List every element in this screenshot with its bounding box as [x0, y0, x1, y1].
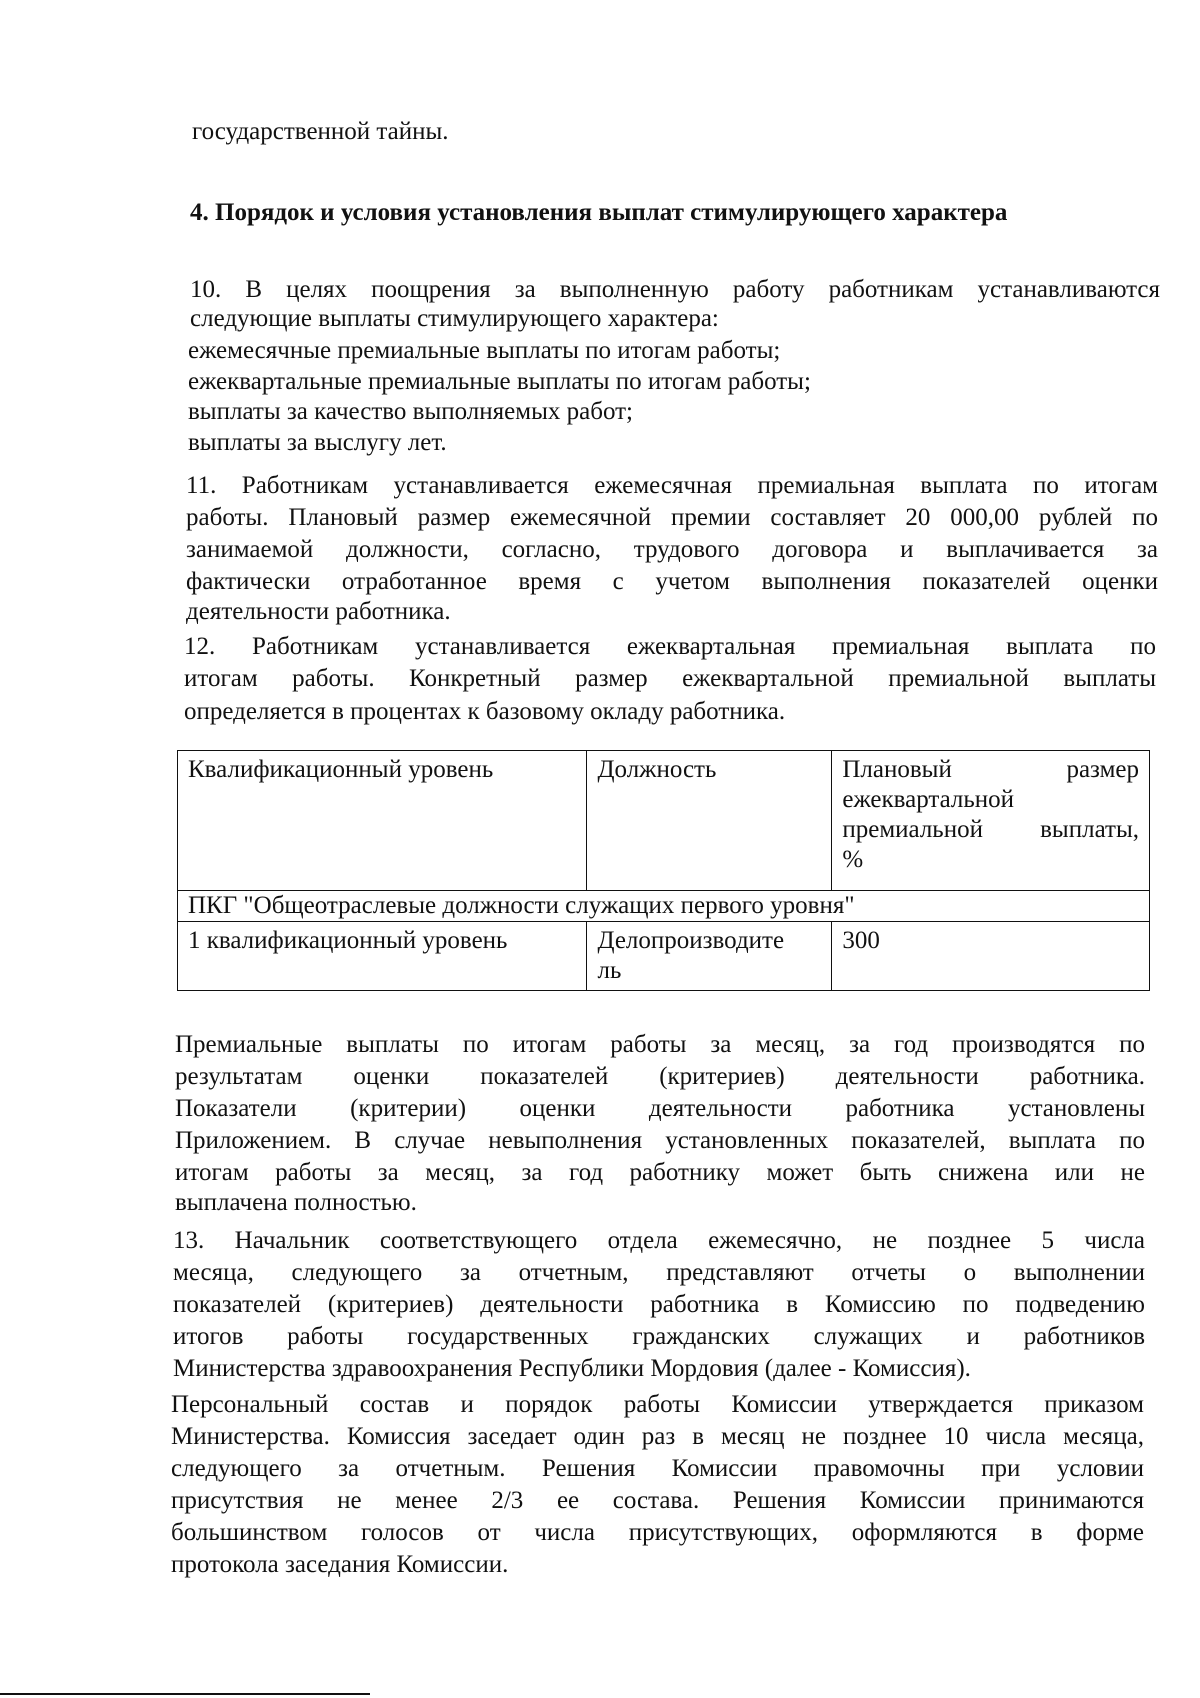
- paragraph-line: итогам работы. Конкретный размер ежеквартальной премиальной выплаты: [184, 665, 1156, 692]
- paragraph-line: 12. Работникам устанавливается ежеквартальная премиальная выплата по: [184, 633, 1156, 660]
- table-group-row: [178, 891, 1150, 922]
- header-amount-line: %: [842, 846, 864, 873]
- paragraph-line: большинством голосов от числа присутствующих, оформляются в форме: [171, 1519, 1144, 1546]
- paragraph-line: Приложением. В случае невыполнения установленных показателей, выплата по: [175, 1127, 1145, 1154]
- footnote-divider: [0, 1693, 370, 1695]
- intro-line-end: государственной тайны.: [192, 118, 449, 145]
- paragraph-line: 10. В целях поощрения за выполненную работу работникам устанавливаются: [190, 276, 1160, 303]
- row-position-line: ль: [597, 957, 622, 984]
- header-position: Должность: [587, 751, 832, 891]
- list-item: ежемесячные премиальные выплаты по итогам работы;: [188, 337, 781, 364]
- paragraph-line: определяется в процентах к базовому окладу работника.: [184, 698, 786, 725]
- table-row: [178, 922, 1150, 991]
- paragraph-line: Персональный состав и порядок работы Комиссии утверждается приказом: [171, 1391, 1144, 1418]
- row-amount: 300: [832, 922, 1150, 991]
- paragraph-line: Министерства здравоохранения Республики Мордовия (далее - Комиссия).: [173, 1355, 971, 1382]
- row-level: 1 квалификационный уровень: [178, 922, 587, 991]
- paragraph-line: протокола заседания Комиссии.: [171, 1551, 509, 1578]
- paragraph-line: выплачена полностью.: [175, 1189, 417, 1216]
- paragraph-line: присутствия не менее 2/3 ее состава. Решения Комиссии принимаются: [171, 1487, 1144, 1514]
- row-position-line: Делопроизводите: [597, 927, 785, 954]
- list-item: ежеквартальные премиальные выплаты по итогам работы;: [188, 368, 811, 395]
- paragraph-line: месяца, следующего за отчетным, представляют отчеты о выполнении: [173, 1259, 1145, 1286]
- paragraph-line: Показатели (критерии) оценки деятельности работника установлены: [175, 1095, 1145, 1122]
- header-amount-line: Плановый размер: [842, 756, 1139, 783]
- paragraph-line: следующего за отчетным. Решения Комиссии правомочны при условии: [171, 1455, 1144, 1482]
- paragraph-line: 11. Работникам устанавливается ежемесячная премиальная выплата по итогам: [186, 472, 1158, 499]
- paragraph-line: следующие выплаты стимулирующего характера:: [190, 305, 719, 332]
- list-item: выплаты за качество выполняемых работ;: [188, 398, 633, 425]
- list-item: выплаты за выслугу лет.: [188, 429, 447, 456]
- row-position: [587, 922, 832, 991]
- paragraph-line: итогам работы за месяц, за год работнику может быть снижена или не: [175, 1159, 1145, 1186]
- paragraph-line: Министерства. Комиссия заседает один раз в месяц не позднее 10 числа месяца,: [171, 1423, 1144, 1450]
- table-header-row: [178, 751, 1150, 891]
- header-amount-line: премиальной выплаты,: [842, 816, 1139, 843]
- header-amount-line: ежеквартальной: [842, 786, 1015, 813]
- paragraph-line: Премиальные выплаты по итогам работы за месяц, за год производятся по: [175, 1031, 1145, 1058]
- paragraph-line: показателей (критериев) деятельности работника в Комиссию по подведению: [173, 1291, 1145, 1318]
- paragraph-line: результатам оценки показателей (критериев) деятельности работника.: [175, 1063, 1145, 1090]
- header-amount: [832, 751, 1150, 891]
- qualification-table: [177, 750, 1150, 991]
- section-heading: 4. Порядок и условия установления выплат стимулирующего характера: [190, 199, 1008, 226]
- header-level: Квалификационный уровень: [178, 751, 587, 891]
- paragraph-line: деятельности работника.: [186, 598, 451, 625]
- paragraph-line: 13. Начальник соответствующего отдела ежемесячно, не позднее 5 числа: [173, 1227, 1145, 1254]
- paragraph-line: итогов работы государственных гражданских служащих и работников: [173, 1323, 1145, 1350]
- paragraph-line: занимаемой должности, согласно, трудового договора и выплачивается за: [186, 536, 1158, 563]
- paragraph-line: фактически отработанное время с учетом выполнения показателей оценки: [186, 568, 1158, 595]
- paragraph-line: работы. Плановый размер ежемесячной премии составляет 20 000,00 рублей по: [186, 504, 1158, 531]
- group-title: ПКГ "Общеотраслевые должности служащих первого уровня": [178, 891, 1150, 922]
